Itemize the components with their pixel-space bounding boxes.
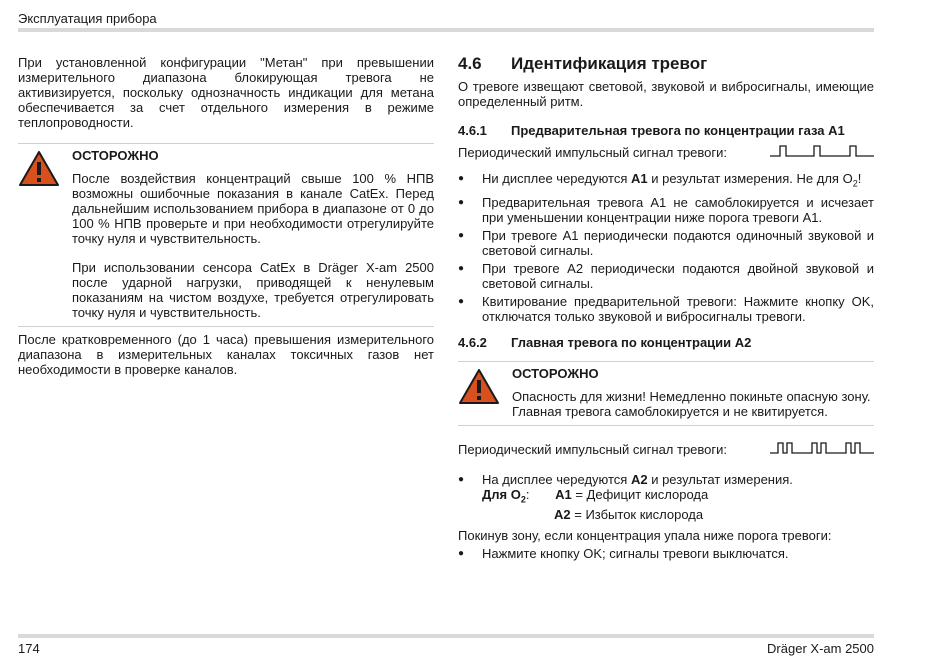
caution-text-2: При использовании сенсора CatEx в Dräger X-am 2500 после ударной нагрузки, приводящей к ненулевым показаниям на чистом воздухе, требуется отрегулировать точку нуля и чувствительность.	[72, 260, 434, 320]
caution-text-2: Главная тревога самоблокируется и не квитируется.	[512, 403, 828, 419]
list-item: ● При тревоге A1 периодически подаются одиночный звуковой и световой сигналы.	[458, 228, 874, 258]
subsection-title: Главная тревога по концентрации A2	[511, 334, 752, 350]
right-column	[458, 53, 874, 564]
footer-rule	[18, 634, 874, 638]
list-item: ● На дисплее чередуются A2 и результат измерения.	[458, 472, 874, 487]
single-pulse-signal-icon	[770, 144, 874, 161]
subsection-heading-a2	[458, 335, 874, 350]
signal-label: Периодический импульсный сигнал тревоги:	[458, 145, 728, 160]
ack-bullet-list	[458, 546, 874, 561]
double-pulse-signal-icon	[770, 441, 874, 458]
section-title: Идентификация тревог	[511, 54, 708, 73]
signal-label: Периодический импульсный сигнал тревоги:	[458, 441, 728, 457]
header-title: Эксплуатация прибора	[18, 11, 157, 26]
subsection-heading-a1	[458, 123, 874, 138]
a2-bullet-list	[458, 472, 874, 487]
warning-icon	[18, 144, 72, 326]
caution-box-catex	[18, 143, 434, 327]
section-number: 4.6	[458, 54, 482, 73]
subsection-number: 4.6.2	[458, 334, 487, 350]
list-item: ● Ни дисплее чередуются A1 и результат измерения. Не для $O_2$!	[458, 171, 874, 192]
signal-row-a1	[458, 144, 874, 161]
caution-title: ОСТОРОЖНО	[512, 365, 599, 381]
list-item: ● При тревоге A2 периодически подаются двойной звуковой и световой сигналы.	[458, 261, 874, 291]
header-rule	[18, 28, 874, 32]
leave-zone-text: Покинув зону, если концентрация упала ниже порога тревоги:	[458, 528, 832, 544]
warning-icon	[458, 362, 512, 419]
methane-paragraph: При установленной конфигурации "Метан" при превышении измерительного диапазона блокирующая тревога не активизируется, поскольку однозначность индикации для метана обеспечивается за счет отдельного измерения в режиме теплопроводности.	[18, 55, 434, 130]
left-column	[18, 55, 434, 377]
a1-bullet-list	[458, 171, 874, 324]
caution-text-1: Опасность для жизни! Немедленно покиньте опасную зону.	[512, 388, 871, 404]
page-number: 174	[18, 641, 40, 656]
list-item: ● Предварительная тревога A1 не самоблокируется и исчезает при уменьшении концентрации ниже порога тревоги A1.	[458, 195, 874, 225]
o2-line-a1: Для $O_2$: A1 = Дефицит кислорода	[482, 486, 709, 505]
toxic-channels-paragraph: После кратковременного (до 1 часа) превышения измерительного диапазона в измерительных каналах токсичных газов нет необходимости в проверке каналов.	[18, 332, 434, 377]
list-item: ● Нажмите кнопку OK; сигналы тревоги выключатся.	[458, 546, 874, 561]
list-item: ● Квитирование предварительной тревоги: Нажмите кнопку OK, отключатся только звуковой и вибросигналы тревоги.	[458, 294, 874, 324]
caution-text-1: После воздействия концентраций свыше 100 % НПВ возможны ошибочные показания в канале CatEx. Перед дальнейшим использованием прибора в диапазоне от 0 до 100 % НПВ проверьте и при необходимости отрегулируйте точку нуля и чувствительность.	[72, 171, 434, 246]
footer-brand: Dräger X-am 2500	[767, 641, 874, 656]
subsection-title: Предварительная тревога по концентрации газа A1	[511, 123, 845, 138]
caution-title: ОСТОРОЖНО	[72, 148, 159, 163]
subsection-number: 4.6.1	[458, 123, 487, 138]
caution-box-a2	[458, 361, 874, 426]
signal-row-a2	[458, 441, 874, 458]
o2-line-a2: A2 = Избыток кислорода	[554, 507, 704, 523]
section-heading	[458, 53, 874, 75]
section-intro: О тревоге извещают световой, звуковой и вибросигналы, имеющие определенный ритм.	[458, 79, 874, 109]
